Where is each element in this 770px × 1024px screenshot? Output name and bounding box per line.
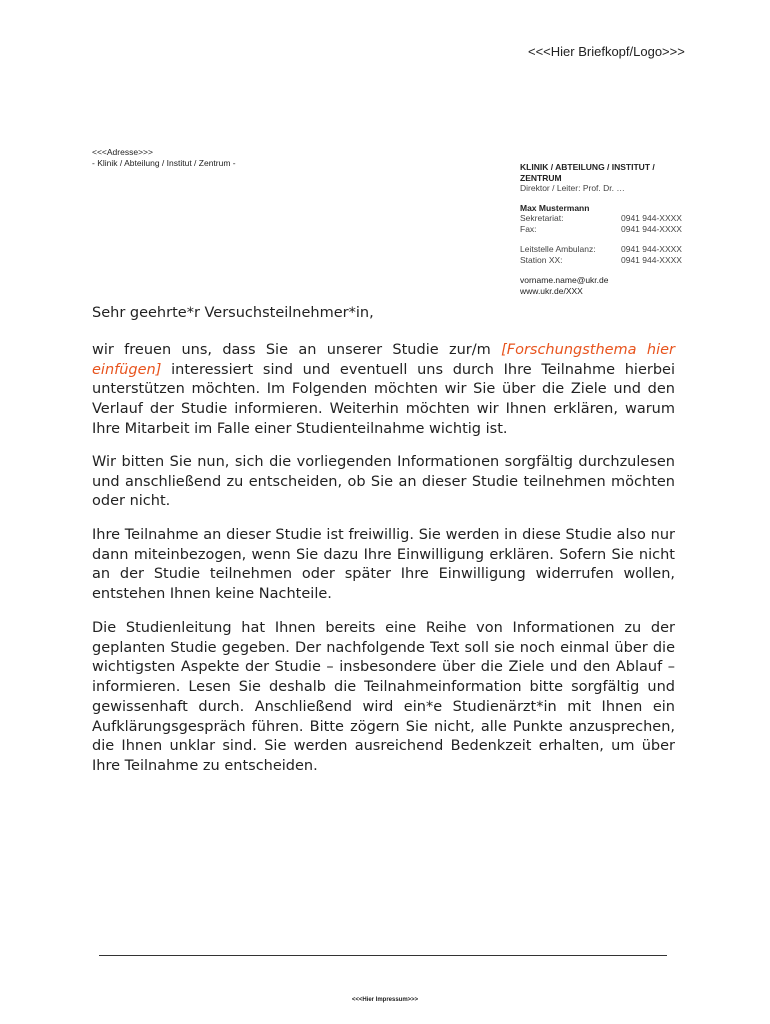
paragraph-intro-start: wir freuen uns, dass Sie an unserer Studie zur/m [92,342,502,358]
letterhead-logo-placeholder: <<<Hier Briefkopf/Logo>>> [528,44,685,59]
phone-label: Fax: [520,223,537,234]
footer-divider [99,955,667,956]
paragraph-intro-end: interessiert sind und eventuell uns durch Ihre Teilnahme hierbei unterstützen möchten. Im Folgenden möchten wir Sie über die Ziele und den Verlauf der Studie informieren. Weiterhin möchten wir Ihnen erklären, warum Ihre Mitarbeit im Falle einer Studienteilnahme wichtig ist. [92,361,675,437]
contact-email: vorname.name@ukr.de [520,275,609,285]
phone-value: 0941 944-XXXX [621,244,682,254]
phone-value: 0941 944-XXXX [621,254,682,265]
paragraph-voluntary: Ihre Teilnahme an dieser Studie ist freiwillig. Sie werden in diese Studie also nur dann miteinbezogen, wenn Sie dazu Ihre Einwilligung erklären. Sofern Sie nicht an der Studie teilnehmen oder später Ihre Einwilligung widerrufen wollen, entstehen Ihnen keine Nachteile. [92,527,675,603]
paragraph-intro [92,341,675,440]
research-topic-placeholder: [Forschungsthema hier einfügen] [92,342,675,378]
phone-row-fax [520,224,710,235]
phone-row-station [520,255,710,266]
clinic-director: Direktor / Leiter: Prof. Dr. … [520,183,625,193]
address-placeholder: <<<Adresse>>> [92,147,153,157]
phone-row-sekretariat [520,213,710,224]
address-department: - Klinik / Abteilung / Institut / Zentrum - [92,158,236,168]
phone-row-ambulanz [520,244,710,255]
clinic-name-line2: ZENTRUM [520,172,562,183]
clinic-name-line1: KLINIK / ABTEILUNG / INSTITUT / [520,162,655,172]
recipient-address [92,147,236,169]
letter-salutation: Sehr geehrte*r Versuchsteilnehmer*in, [92,305,374,321]
phone-label: Sekretariat: [520,213,564,223]
clinic-info-block [520,162,710,296]
phone-label: Leitstelle Ambulanz: [520,244,596,254]
contact-website: www.ukr.de/XXX [520,285,583,296]
contact-person: Max Mustermann [520,202,590,213]
paragraph-study-management: Die Studienleitung hat Ihnen bereits eine Reihe von Informationen zu der geplanten Studie gegeben. Der nachfolgende Text soll sie noch einmal über die wichtigsten Aspekte der Studie – insbesondere über die Ziele und den Ablauf – informieren. Lesen Sie deshalb die Teilnahmeinformation bitte sorgfältig und gewissenhaft durch. Anschließend wird ein*e Studienärzt*in mit Ihnen ein Aufklärungsgespräch führen. Bitte zögern Sie nicht, alle Punkte anzusprechen, die Ihnen unklar sind. Sie werden ausreichend Bedenkzeit erhalten, um über Ihre Teilnahme zu entscheiden. [92,620,675,774]
paragraph-read-info: Wir bitten Sie nun, sich die vorliegenden Informationen sorgfältig durchzulesen und anschließend zu entscheiden, ob Sie an dieser Studie teilnehmen möchten oder nicht. [92,454,675,510]
phone-value: 0941 944-XXXX [621,213,682,223]
phone-value: 0941 944-XXXX [621,223,682,234]
impressum-placeholder: <<<Hier Impressum>>> [351,997,419,1003]
phone-label: Station XX: [520,254,563,265]
